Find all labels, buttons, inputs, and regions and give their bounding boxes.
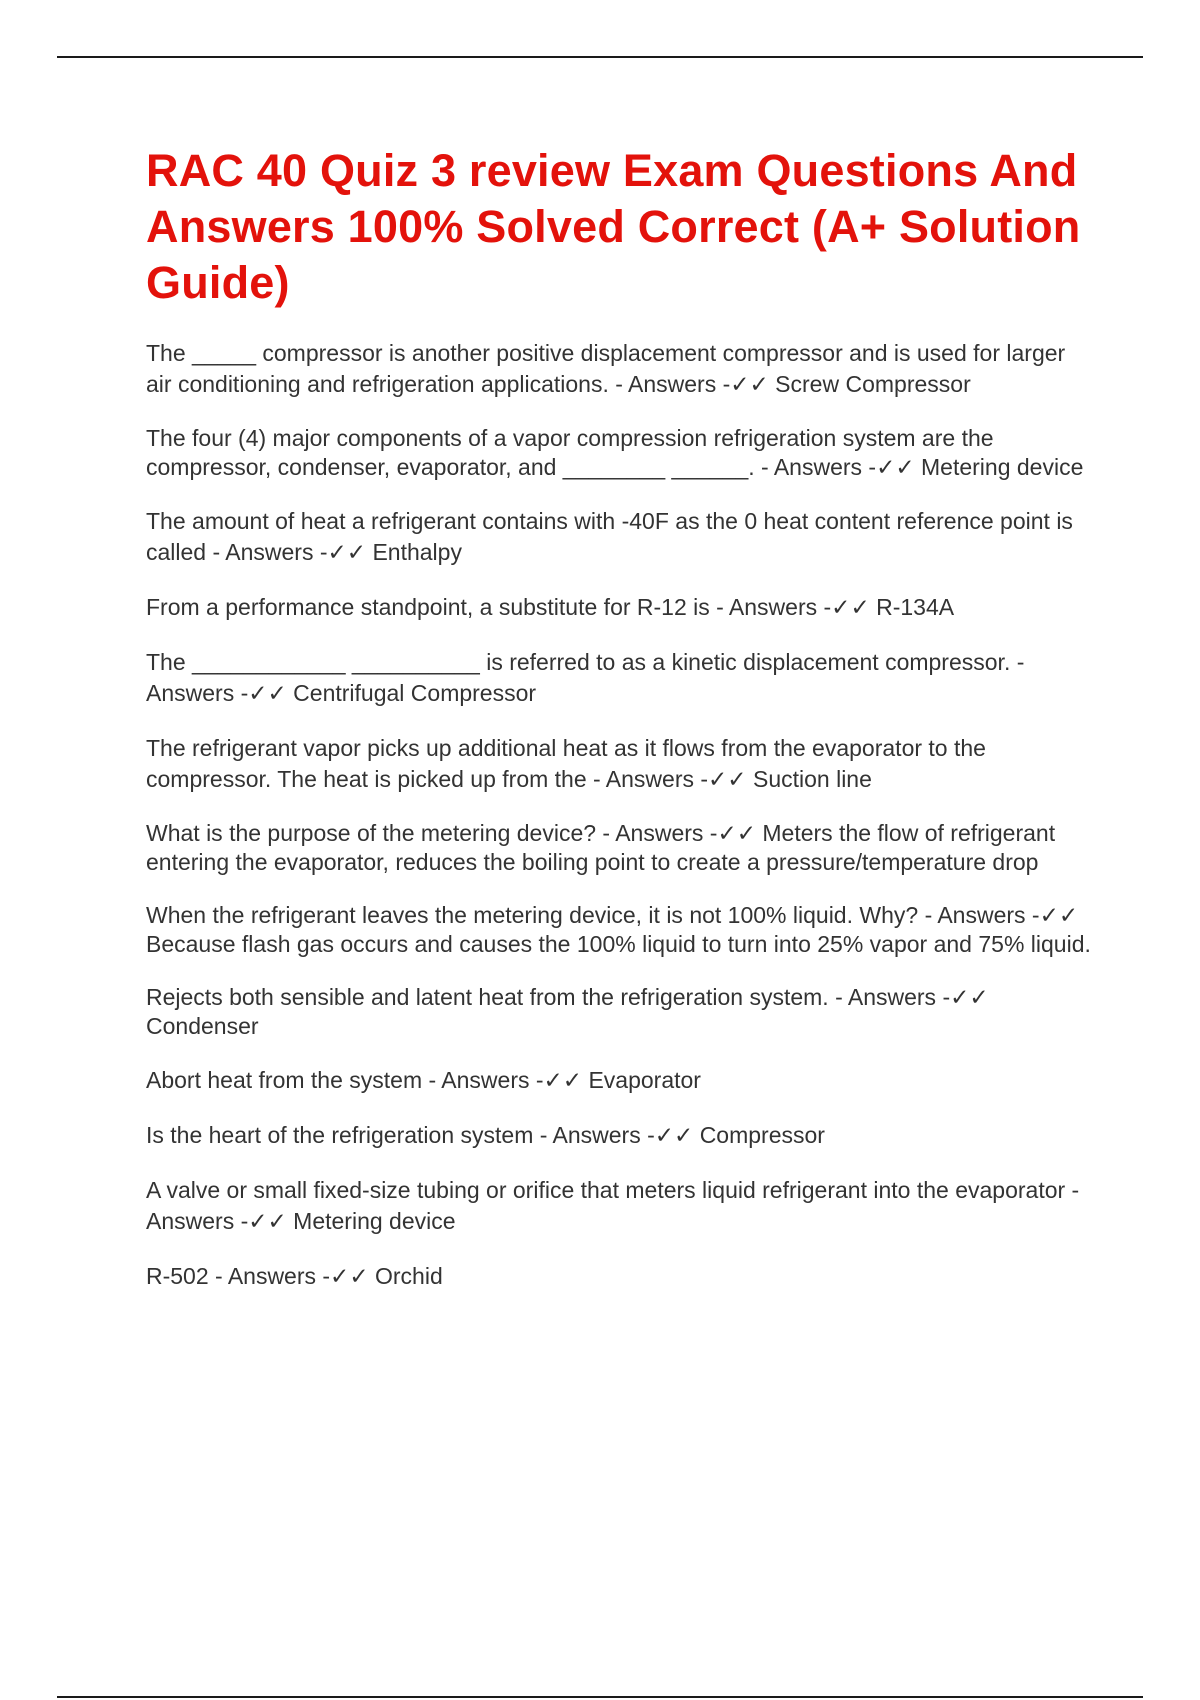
qa-item-4: From a performance standpoint, a substitute for R-12 is - Answers -✓✓ R-134A [146, 594, 955, 620]
qa-item-11: Is the heart of the refrigeration system - Answers -✓✓ Compressor [146, 1122, 825, 1148]
qa-item-12: A valve or small fixed-size tubing or orifice that meters liquid refrigerant into the evaporator - Answers -✓✓ Metering device [146, 1177, 1080, 1234]
document-content [146, 143, 1096, 1316]
qa-item-2: The four (4) major components of a vapor compression refrigeration system are the compressor, condenser, evaporator, and ________ ______. - Answers -✓✓ Metering device [146, 425, 1084, 480]
qa-item-3: The amount of heat a refrigerant contains with -40F as the 0 heat content reference point is called - Answers -✓✓ Enthalpy [146, 508, 1073, 565]
qa-item-7: What is the purpose of the metering device? - Answers -✓✓ Meters the flow of refrigerant entering the evaporator, reduces the boiling point to create a pressure/temperature drop [146, 820, 1056, 875]
qa-item-1: The _____ compressor is another positive displacement compressor and is used for larger air conditioning and refrigeration applications. - Answers -✓✓ Screw Compressor [146, 340, 1066, 397]
bottom-divider [57, 1696, 1143, 1698]
qa-item-10: Abort heat from the system - Answers -✓✓ Evaporator [146, 1067, 701, 1093]
qa-item-6: The refrigerant vapor picks up additional heat as it flows from the evaporator to the compressor. The heat is picked up from the - Answers -✓✓ Suction line [146, 735, 986, 792]
document-title: RAC 40 Quiz 3 review Exam Questions And Answers 100% Solved Correct (A+ Solution Guide) [146, 145, 1081, 308]
qa-item-9: Rejects both sensible and latent heat from the refrigeration system. - Answers -✓✓ Condenser [146, 984, 989, 1039]
top-divider [57, 56, 1143, 58]
qa-item-8: When the refrigerant leaves the metering device, it is not 100% liquid. Why? - Answers -✓✓ Because flash gas occurs and causes the 100% liquid to turn into 25% vapor and 75% liquid. [146, 902, 1091, 957]
qa-item-13: R-502 - Answers -✓✓ Orchid [146, 1263, 443, 1289]
qa-item-5: The ____________ __________ is referred to as a kinetic displacement compressor. - Answers -✓✓ Centrifugal Compressor [146, 649, 1025, 706]
